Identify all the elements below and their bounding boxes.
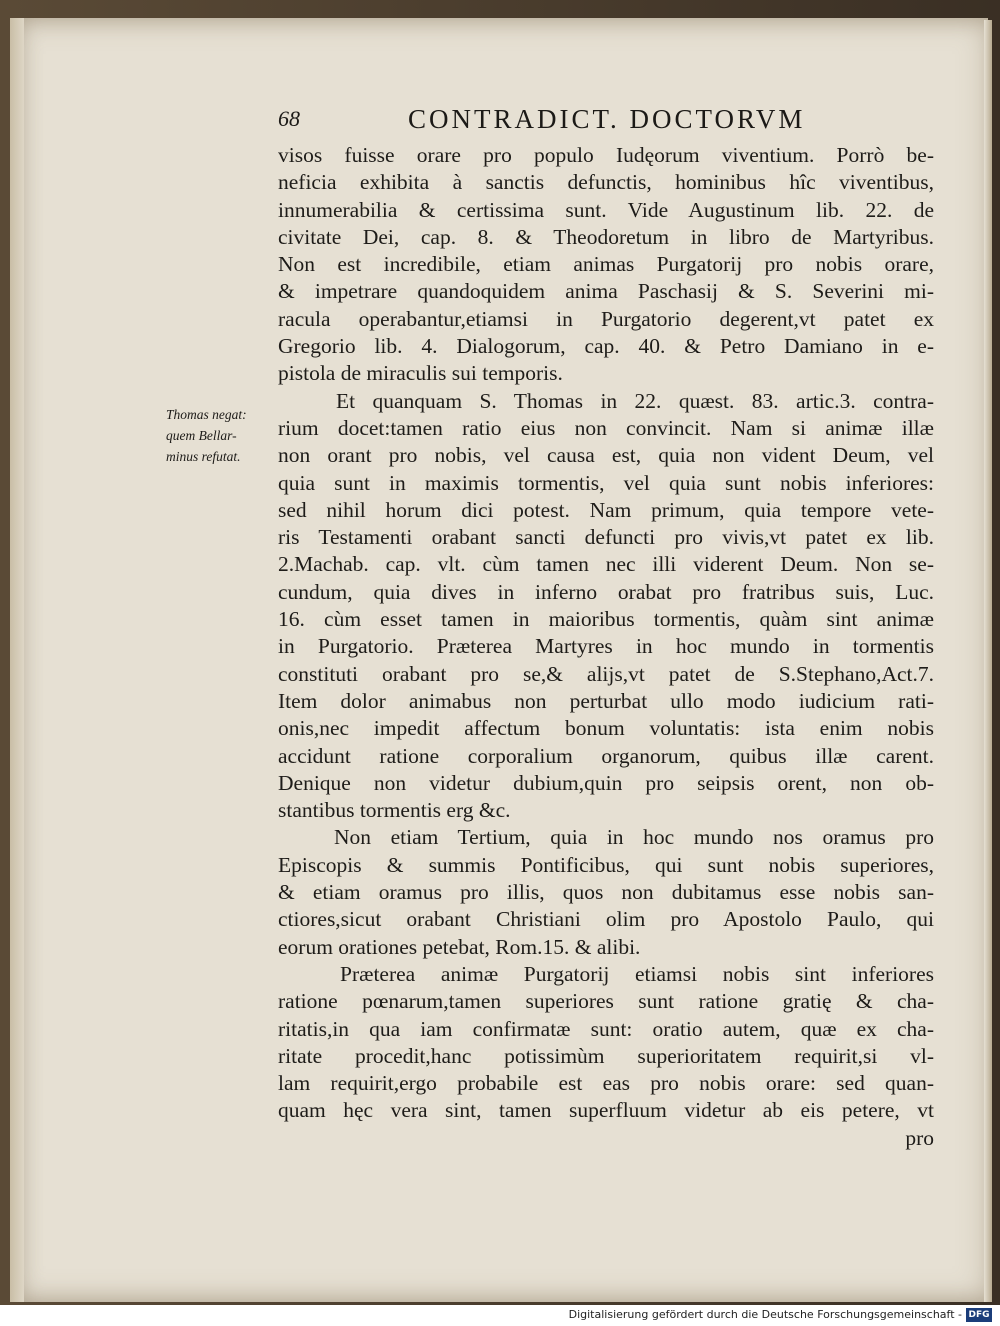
text-line: accidunt ratione corporalium organorum, quibus illæ carent. [278, 743, 934, 768]
text-line: Non est incredibile, etiam animas Purgatorij pro nobis orare, [278, 252, 934, 277]
marginal-note-line: quem Bellar- [166, 428, 237, 443]
text-line: stantibus tormentis erg &c. [278, 798, 511, 823]
marginal-note-line: minus refutat. [166, 449, 241, 464]
text-line: ritate procedit,hanc potissimùm superioritatem requirit,si vl- [278, 1043, 934, 1068]
text-line: Gregorio lib. 4. Dialogorum, cap. 40. & Petro Damiano in e- [278, 334, 934, 359]
running-title: CONTRADICT. DOCTORVM [408, 104, 806, 134]
text-line: non orant pro nobis, vel causa est, quia non vident Deum, vel [278, 443, 934, 468]
text-line: quam hęc vera sint, tamen superfluum videtur ab eis petere, vt [278, 1098, 934, 1123]
text-line: visos fuisse orare pro populo Iudęorum viventium. Porrò be- [278, 143, 934, 167]
text-line: civitate Dei, cap. 8. & Theodoretum in libro de Martyribus. [278, 224, 934, 249]
footer-credit: Digitalisierung gefördert durch die Deutsche Forschungsgemeinschaft - [568, 1308, 962, 1321]
text-line: in Purgatorio. Præterea Martyres in hoc mundo in tormentis [278, 634, 934, 659]
text-line: ritatis,in qua iam confirmatæ sunt: oratio autem, quæ ex cha- [278, 1016, 934, 1041]
text-line: eorum orationes petebat, Rom.15. & alibi. [278, 934, 641, 959]
text-line: constituti orabant pro se,& alijs,vt patet de S.Stephano,Act.7. [278, 661, 934, 686]
text-line: Non etiam Tertium, quia in hoc mundo nos oramus pro [334, 825, 934, 850]
text-line: neficia exhibita à sanctis defunctis, hominibus hîc viventibus, [278, 170, 934, 195]
text-line: pistola de miraculis sui temporis. [278, 361, 563, 386]
text-line: 16. cùm esset tamen in maioribus tormentis, quàm sint animæ [278, 607, 934, 632]
body-text [278, 142, 934, 1152]
text-line: & etiam oramus pro illis, quos non dubitamus esse nobis san- [278, 880, 934, 905]
text-line: ratione pœnarum,tamen superiores sunt ratione gratię & cha- [278, 989, 934, 1014]
page-header [278, 104, 938, 140]
page-right-edge [984, 20, 992, 1302]
text-line: Denique non videtur dubium,quin pro seipsis orent, non ob- [278, 770, 934, 795]
text-line: ctiores,sicut orabant Christiani olim pro Apostolo Paulo, qui [278, 907, 934, 932]
text-line: Præterea animæ Purgatorij etiamsi nobis sint inferiores [340, 961, 934, 986]
text-line: quia sunt in maximis tormentis, vel quia sunt nobis inferiores: [278, 470, 934, 495]
page-number: 68 [278, 106, 300, 131]
dfg-logo-icon: DFG [966, 1308, 992, 1322]
text-line: ris Testamenti orabant sancti defuncti pro vivis,vt patet ex lib. [278, 525, 934, 550]
footer-bar [0, 1305, 1000, 1326]
text-line: Episcopis & summis Pontificibus, qui sunt nobis superiores, [278, 852, 934, 877]
text-line: Et quanquam S. Thomas in 22. quæst. 83. artic.3. contra- [336, 388, 934, 413]
text-line: innumerabilia & certissima sunt. Vide Augustinum lib. 22. de [278, 197, 934, 222]
text-line: racula operabantur,etiamsi in Purgatorio degerent,vt patet ex [278, 306, 934, 331]
text-line: Item dolor animabus non perturbat ullo modo iudicium rati- [278, 688, 934, 713]
marginal-note [166, 404, 274, 467]
page-gutter [10, 18, 24, 1302]
catchword: pro [905, 1125, 934, 1150]
text-line: & impetrare quandoquidem anima Paschasij & S. Severini mi- [278, 279, 934, 304]
text-line: lam requirit,ergo probabile est eas pro nobis orare: sed quan- [278, 1071, 934, 1096]
text-line: cundum, quia dives in inferno orabat pro fratribus suis, Luc. [278, 579, 934, 604]
text-line: 2.Machab. cap. vlt. cùm tamen nec illi viderent Deum. Non se- [278, 552, 934, 577]
marginal-note-line: Thomas negat: [166, 407, 247, 422]
text-line: sed nihil horum dici potest. Nam primum, quia tempore vete- [278, 497, 934, 522]
text-line: rium docet:tamen ratio eius non convincit. Nam si animæ illæ [278, 415, 934, 440]
text-line: onis,nec impedit affectum bonum voluntatis: ista enim nobis [278, 716, 934, 741]
